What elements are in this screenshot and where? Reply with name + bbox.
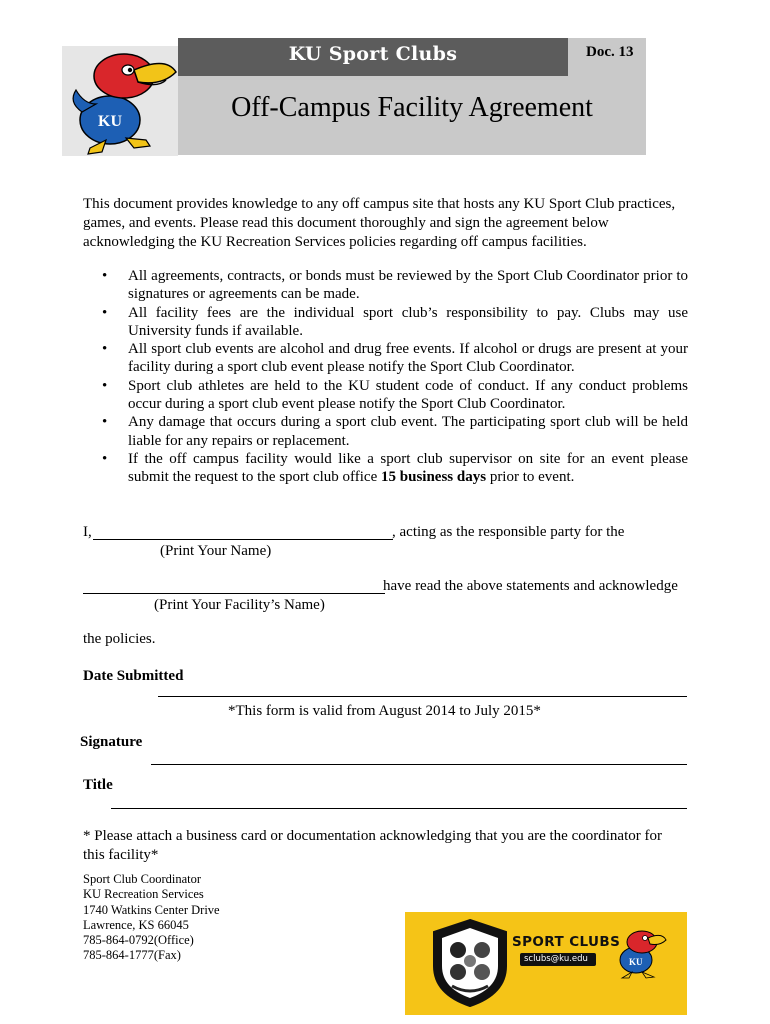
agreement-i-label: I,	[83, 524, 92, 540]
bullet-icon: •	[102, 268, 108, 284]
contact-block	[83, 872, 220, 964]
date-submitted-label: Date Submitted	[83, 668, 184, 684]
form-validity-note: *This form is valid from August 2014 to July 2015*	[228, 703, 541, 719]
policy-item: • If the off campus facility would like a sport club supervisor on site for an event please submit the request to the sport club office 15 business days prior to event.	[102, 450, 688, 486]
banner-title: SPORT CLUBS	[512, 934, 621, 950]
intro-paragraph: This document provides knowledge to any off campus site that hosts any KU Sport Club practices, games, and events. Please read this document thoroughly and sign the agreement below acknowledging the KU Recreation Services policies regarding off campus facilities.	[83, 196, 676, 250]
contact-line: Sport Club Coordinator	[83, 872, 202, 886]
policy-item: • All facility fees are the individual sport club’s responsibility to pay. Clubs may use University funds if available.	[102, 304, 688, 339]
contact-fax: 785-864-1777(Fax)	[83, 948, 181, 963]
policy-item: • All agreements, contracts, or bonds must be reviewed by the Sport Club Coordinator prior to signatures or agreements can be made.	[102, 268, 688, 303]
banner-ku-lettering: KU	[629, 957, 643, 967]
title-field[interactable]	[111, 808, 687, 809]
sport-clubs-emblem-icon	[428, 916, 512, 1008]
document-number: Doc. 13	[586, 44, 634, 60]
print-name-field[interactable]	[93, 539, 393, 540]
bullet-icon: •	[102, 377, 108, 394]
signature-field[interactable]	[151, 764, 687, 765]
mascot-ku-lettering: KU	[98, 113, 122, 130]
policy-item: • Any damage that occurs during a sport club event. The participating sport club will be held liable for any repairs or replacement.	[102, 414, 688, 449]
bullet-icon: •	[102, 304, 108, 321]
title-label: Title	[83, 777, 113, 793]
bullet-icon: •	[102, 414, 108, 431]
contact-line: KU Recreation Services	[83, 887, 204, 902]
document-title: Off-Campus Facility Agreement	[231, 92, 593, 123]
jayhawk-logo-icon	[612, 924, 668, 980]
signature-label: Signature	[80, 734, 143, 750]
policy-item: • All sport club events are alcohol and drug free events. If alcohol or drugs are present at your facility during a sport club event please notify the Sport Club Coordinator.	[102, 341, 688, 376]
agreement-have-read-text: have read the above statements and acknowledge	[383, 578, 678, 594]
contact-phone: 785-864-0792(Office)	[83, 933, 194, 948]
policy-list	[83, 267, 688, 487]
contact-line: Lawrence, KS 66045	[83, 917, 189, 932]
header-title: KU Sport Clubs	[288, 43, 458, 65]
bullet-icon: •	[102, 341, 108, 358]
deadline-emphasis: 15 business days	[381, 469, 487, 486]
facility-name-field[interactable]	[83, 593, 385, 594]
attach-note: * Please attach a business card or documentation acknowledging that you are the coordinator for this facility*	[83, 828, 662, 863]
contact-line: 1740 Watkins Center Drive	[83, 902, 220, 917]
agreement-acting-text: , acting as the responsible party for the	[392, 524, 625, 540]
banner-email[interactable]: sclubs@ku.edu	[524, 954, 588, 964]
facility-name-caption: (Print Your Facility’s Name)	[154, 597, 325, 613]
jayhawk-mascot-icon	[62, 42, 182, 160]
bullet-icon: •	[102, 450, 108, 467]
print-name-caption: (Print Your Name)	[160, 543, 272, 559]
date-submitted-field[interactable]	[158, 696, 687, 697]
agreement-policies-text: the policies.	[83, 631, 156, 647]
policy-item: • Sport club athletes are held to the KU student code of conduct. If any conduct problems occur during a sport club event please notify the Sport Club Coordinator.	[102, 377, 688, 413]
